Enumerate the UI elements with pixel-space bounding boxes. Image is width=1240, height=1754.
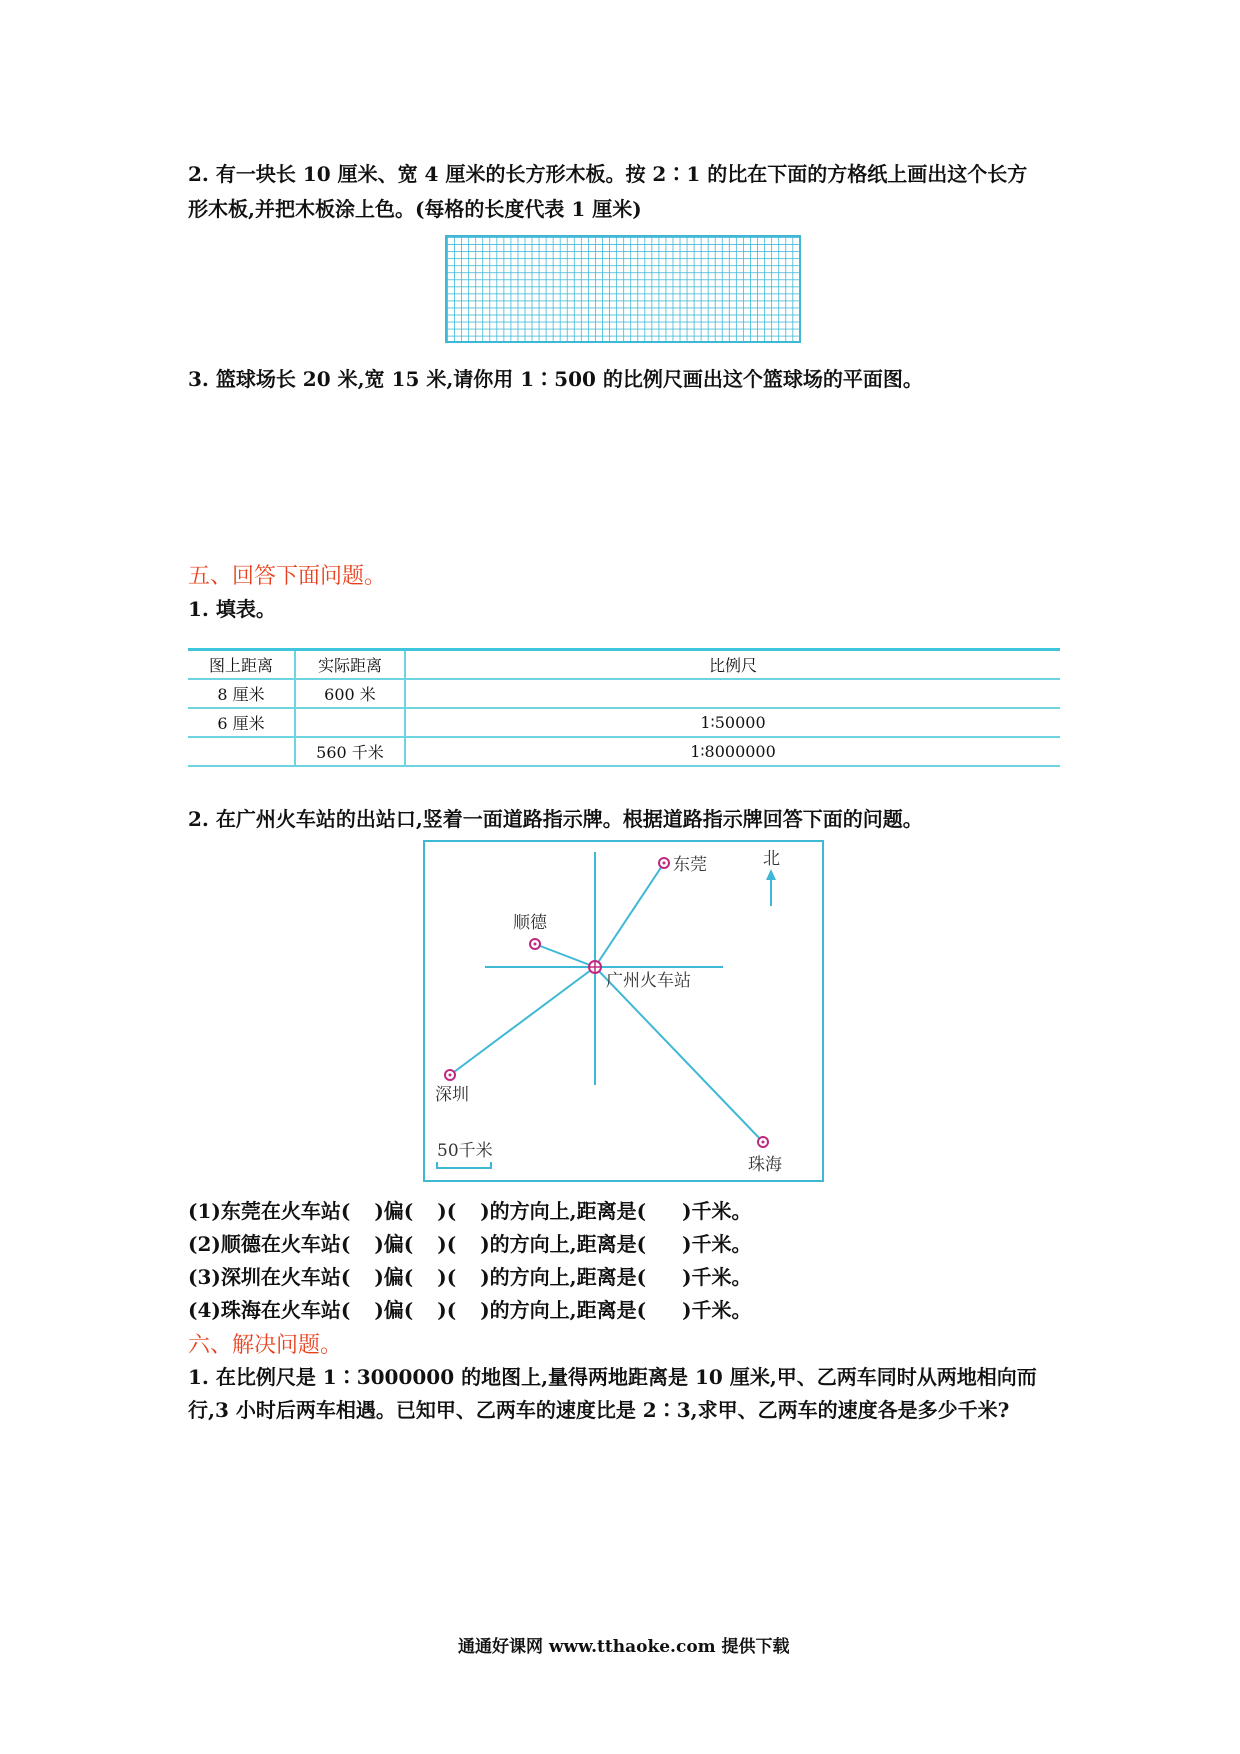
table-row [188, 737, 1060, 766]
answer-line-1 [188, 1194, 752, 1228]
table-header: 图上距离 [188, 650, 295, 680]
section5-title: 五、回答下面问题。 [188, 564, 387, 589]
answer-text: )( [437, 1199, 457, 1223]
answer-line-2 [188, 1227, 752, 1261]
map-border [424, 841, 823, 1181]
answer-text: )千米。 [682, 1232, 752, 1256]
answer-text: )的方向上,距离是( [480, 1298, 647, 1322]
table-cell: 1∶8000000 [405, 737, 1060, 766]
north-label: 北 [763, 849, 780, 869]
table-cell: 560 千米 [295, 737, 405, 766]
q2-line2: 形木板,并把木板涂上色。(每格的长度代表 1 厘米) [188, 197, 642, 221]
answer-text: )偏( [374, 1265, 414, 1289]
answer-text: )千米。 [682, 1298, 752, 1322]
table-cell: 1∶50000 [405, 708, 1060, 737]
section5-q2-title: 2. 在广州火车站的出站口,竖着一面道路指示牌。根据道路指示牌回答下面的问题。 [188, 807, 923, 831]
answer-text: )偏( [374, 1232, 414, 1256]
road-sign-map [423, 840, 824, 1182]
fill-table [188, 648, 1060, 767]
answer-text: )的方向上,距离是( [480, 1232, 647, 1256]
answer-text: )的方向上,距离是( [480, 1265, 647, 1289]
table-cell: 8 厘米 [188, 679, 295, 708]
label-shenzhen: 深圳 [435, 1085, 469, 1105]
section6-title: 六、解决问题。 [188, 1333, 343, 1358]
q2-line1: 2. 有一块长 10 厘米、宽 4 厘米的长方形木板。按 2∶1 的比在下面的方格纸上画出这个长方 [188, 162, 1028, 186]
answer-text: (2)顺德在火车站( [188, 1232, 351, 1256]
table-cell-blank[interactable] [405, 679, 1060, 708]
answer-text: (4)珠海在火车站( [188, 1298, 351, 1322]
answer-text: )偏( [374, 1199, 414, 1223]
label-center: 广州火车站 [606, 971, 691, 991]
table-header-row [188, 650, 1060, 680]
answer-text: )的方向上,距离是( [480, 1199, 647, 1223]
label-zhuhai: 珠海 [748, 1155, 782, 1175]
table-row [188, 708, 1060, 737]
table-cell-blank[interactable] [295, 708, 405, 737]
section5-q1-title: 1. 填表。 [188, 597, 276, 621]
answer-line-4 [188, 1293, 752, 1327]
answer-text: )( [437, 1298, 457, 1322]
scale-label: 50千米 [437, 1141, 493, 1161]
label-dongguan: 东莞 [673, 855, 707, 875]
answer-text: )千米。 [682, 1199, 752, 1223]
table-cell: 600 米 [295, 679, 405, 708]
grid-paper[interactable] [445, 235, 801, 343]
answer-text: (3)深圳在火车站( [188, 1265, 351, 1289]
answer-text: (1)东莞在火车站( [188, 1199, 351, 1223]
table-cell-blank[interactable] [188, 737, 295, 766]
marker-shunde [530, 939, 540, 949]
answer-text: )( [437, 1232, 457, 1256]
table-header: 实际距离 [295, 650, 405, 680]
answer-text: )千米。 [682, 1265, 752, 1289]
marker-center [589, 961, 601, 973]
table-header: 比例尺 [405, 650, 1060, 680]
marker-zhuhai [758, 1137, 768, 1147]
label-shunde: 顺德 [513, 913, 547, 933]
footer-text: 通通好课网 www.tthaoke.com 提供下载 [458, 1637, 790, 1657]
marker-dongguan [659, 858, 669, 868]
answer-line-3 [188, 1260, 752, 1294]
section6-q1-line1: 1. 在比例尺是 1∶3000000 的地图上,量得两地距离是 10 厘米,甲、乙两车同时从两地相向而 [188, 1365, 1037, 1389]
answer-text: )偏( [374, 1298, 414, 1322]
marker-shenzhen [445, 1070, 455, 1080]
answer-text: )( [437, 1265, 457, 1289]
q3-text: 3. 篮球场长 20 米,宽 15 米,请你用 1∶500 的比例尺画出这个篮球场的平面图。 [188, 367, 923, 391]
table-cell: 6 厘米 [188, 708, 295, 737]
table-row [188, 679, 1060, 708]
section6-q1-line2: 行,3 小时后两车相遇。已知甲、乙两车的速度比是 2∶3,求甲、乙两车的速度各是多少千米? [188, 1398, 1010, 1422]
